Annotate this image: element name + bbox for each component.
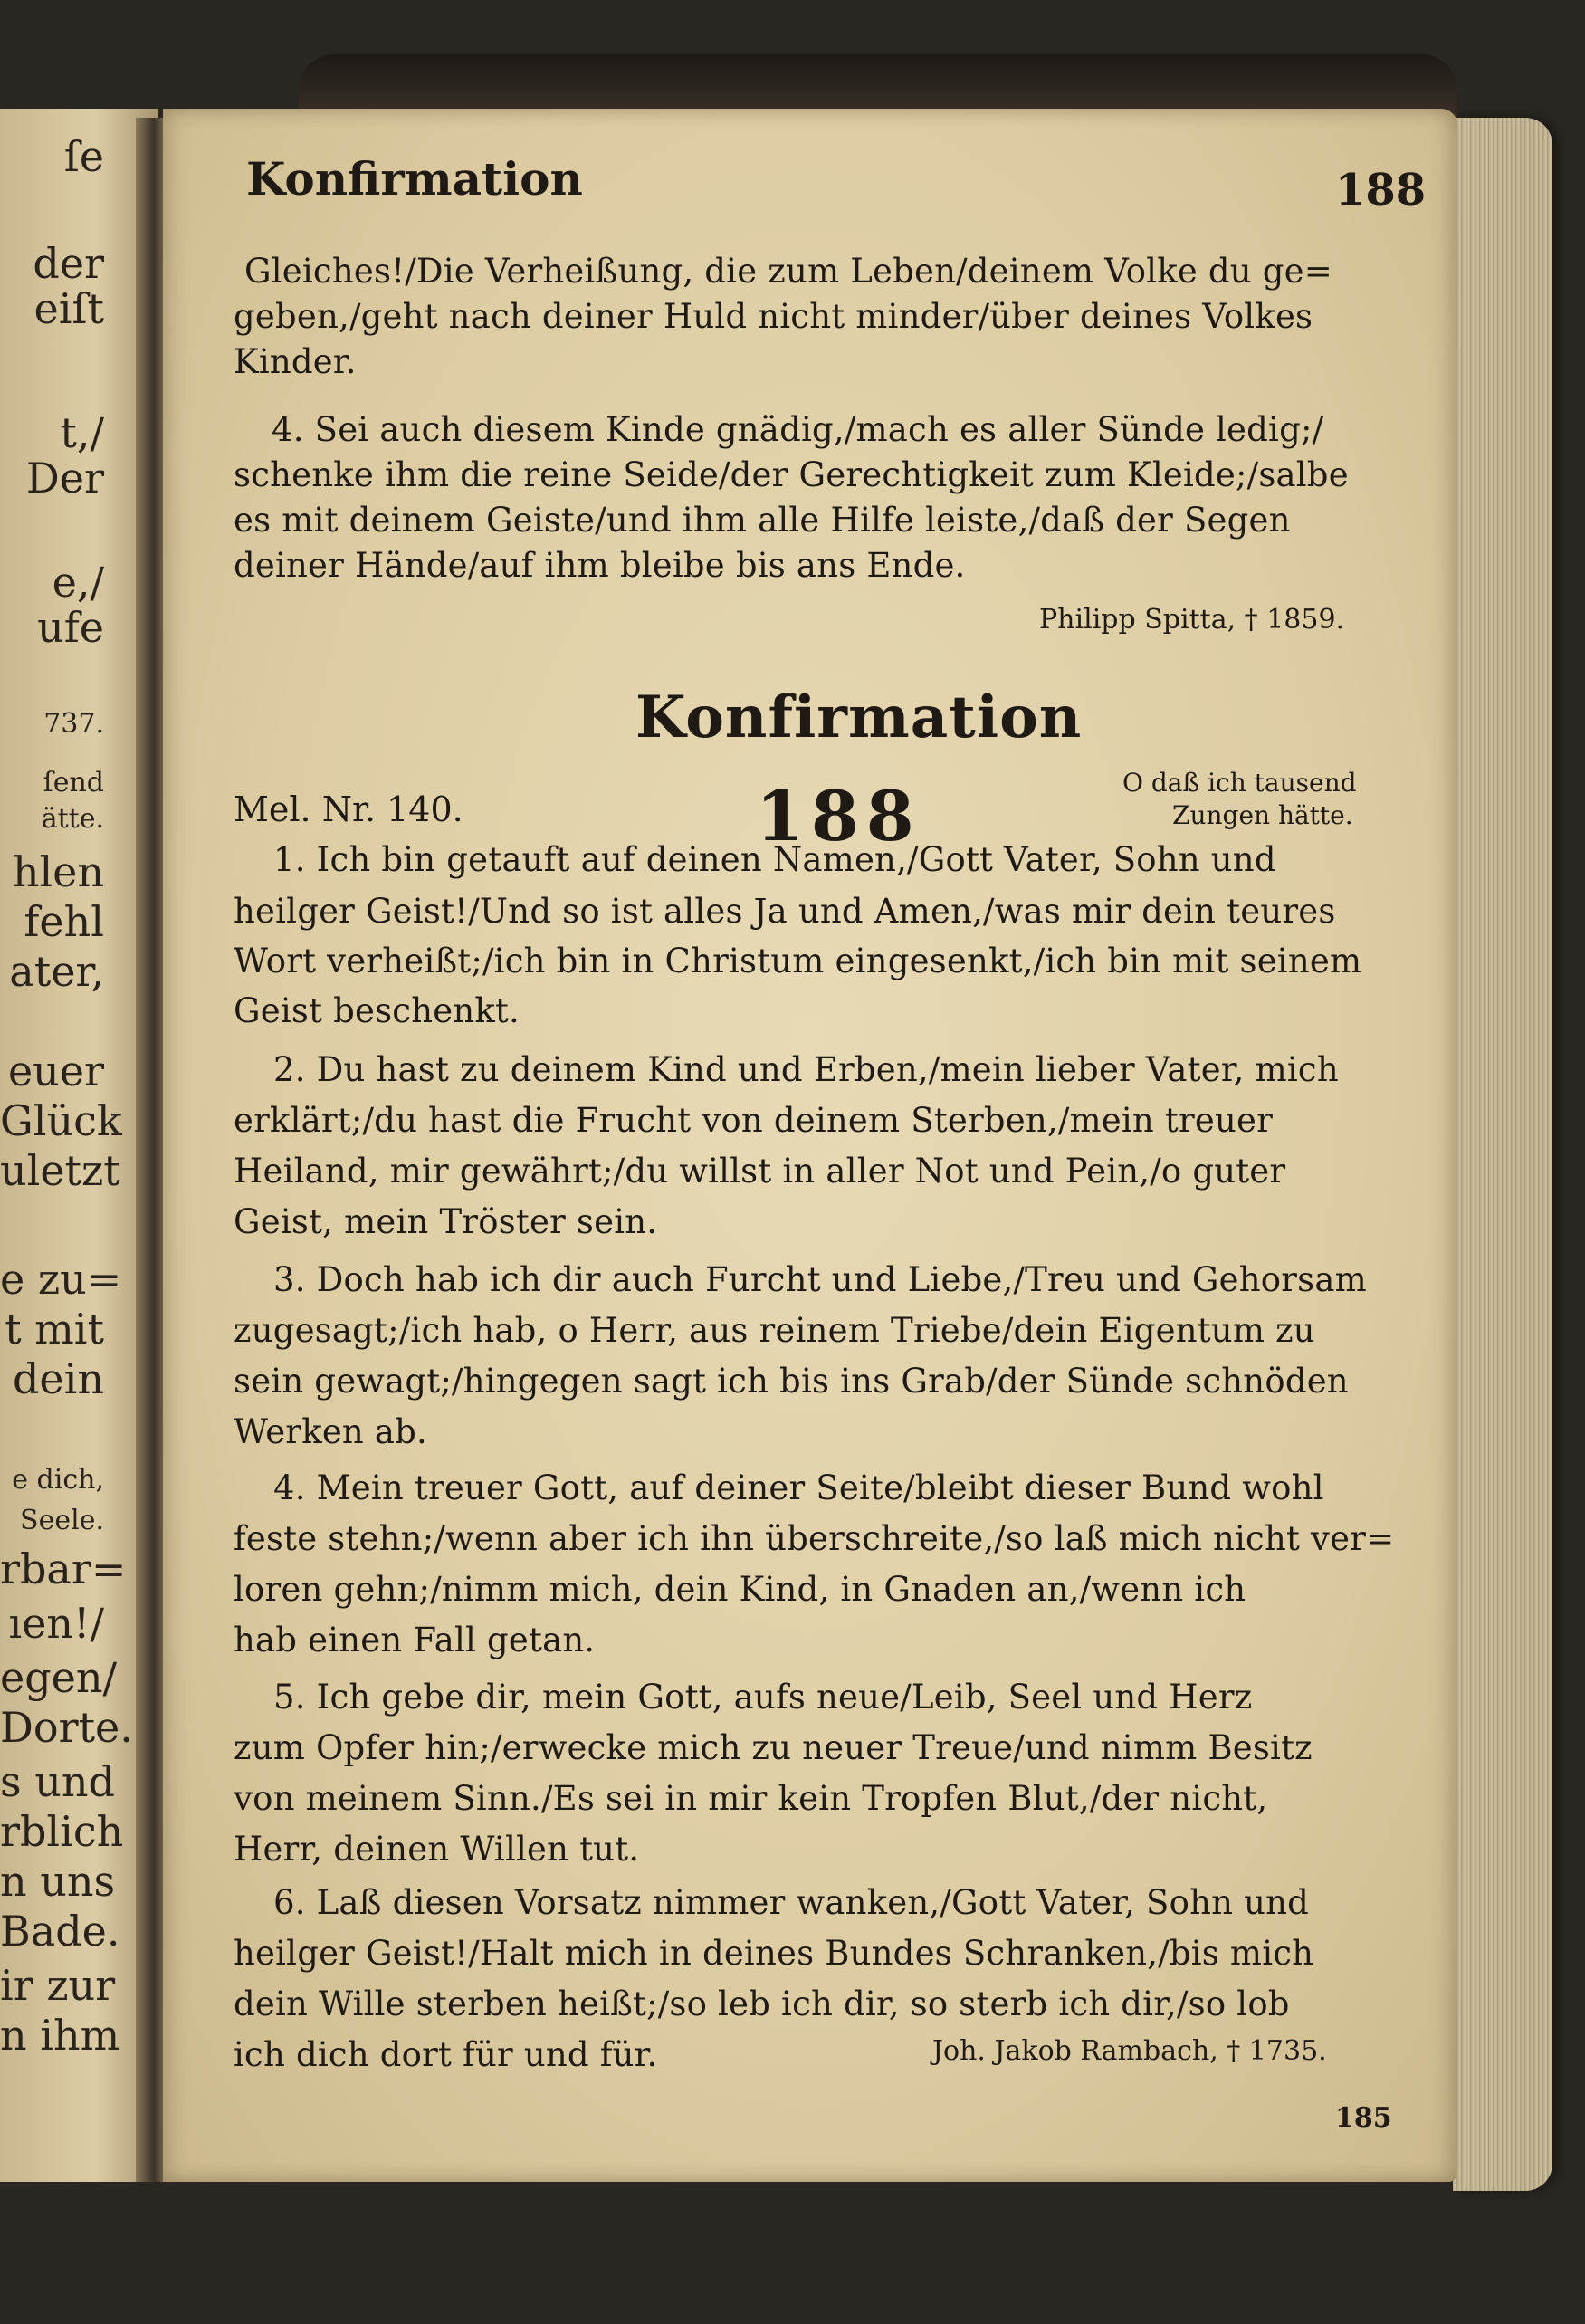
left-page-fragment: e zu= <box>0 1255 122 1304</box>
text-line: von meinem Sinn./Es sei in mir kein Tropfen Blut,/der nicht, <box>234 1779 1268 1818</box>
left-page-fragment: der <box>33 239 104 288</box>
text-line: schenke ihm die reine Seide/der Gerechtigkeit zum Kleide;/salbe <box>234 455 1349 494</box>
text-line: 1. Ich bin getauft auf deinen Namen,/Gott Vater, Sohn und <box>273 840 1276 879</box>
left-page-fragment: Seele. <box>20 1505 104 1536</box>
text-line: erklärt;/du hast die Frucht von deinem Sterben,/mein treuer <box>234 1101 1273 1140</box>
text-line: geben,/geht nach deiner Huld nicht minder/über deines Volkes <box>234 297 1313 336</box>
text-line: Werken ab. <box>234 1412 428 1451</box>
footer-number: 185 <box>1335 2102 1392 2134</box>
left-page-fragment: uletzt <box>0 1146 120 1195</box>
text-line: feste stehn;/wenn aber ich ihn überschreite,/so laß mich nicht ver= <box>234 1519 1395 1558</box>
tune-name-line2: Zungen hätte. <box>1172 800 1353 830</box>
page-edges <box>1453 118 1552 2191</box>
text-line: ich dich dort für und für. <box>234 2035 658 2074</box>
left-page-fragment: rblich <box>0 1807 124 1856</box>
text-line: Geist beschenkt. <box>234 991 520 1030</box>
left-page-fragment: ater, <box>9 947 104 996</box>
text-line: Gleiches!/Die Verheißung, die zum Leben/deinem Volke du ge= <box>244 252 1332 291</box>
tune-name-line1: O daß ich tausend <box>1122 768 1357 798</box>
left-page-fragment: 737. <box>43 708 104 740</box>
left-page-fragment: Dorte. <box>0 1703 133 1752</box>
text-line: Kinder. <box>234 342 357 381</box>
left-page-fragment: n uns <box>0 1857 116 1906</box>
left-page-fragment: e dich, <box>12 1464 104 1496</box>
text-line: loren gehn;/nimm mich, dein Kind, in Gnaden an,/wenn ich <box>234 1570 1246 1609</box>
text-line: heilger Geist!/Halt mich in deines Bundes Schranken,/bis mich <box>234 1934 1314 1973</box>
left-page <box>0 109 158 2182</box>
left-page-fragment: ıen!/ <box>8 1599 104 1648</box>
left-page-fragment: ufe <box>37 603 104 652</box>
left-page-fragment: egen/ <box>0 1653 118 1702</box>
left-page-fragment: Bade. <box>0 1907 120 1956</box>
text-line: sein gewagt;/hingegen sagt ich bis ins Grab/der Sünde schnöden <box>234 1362 1349 1401</box>
text-line: Geist, mein Tröster sein. <box>234 1202 658 1241</box>
left-page-fragment: ir zur <box>0 1961 116 2010</box>
left-page-fragment: Glück <box>0 1096 122 1145</box>
left-page-fragment: rbar= <box>0 1545 127 1593</box>
text-line: zum Opfer hin;/erwecke mich zu neuer Treue/und nimm Besitz <box>234 1728 1313 1767</box>
text-line: dein Wille sterben heißt;/so leb ich dir, so sterb ich dir,/so lob <box>234 1984 1290 2023</box>
hymn-number: 188 <box>756 776 921 856</box>
left-page-fragment: t,/ <box>60 408 104 457</box>
left-page-fragment: hlen <box>12 847 104 896</box>
page-number: 188 <box>1335 165 1427 215</box>
text-line: heilger Geist!/Und so ist alles Ja und Amen,/was mir dein teures <box>234 892 1336 931</box>
text-line: deiner Hände/auf ihm bleibe bis ans Ende. <box>234 546 966 585</box>
text-line: 3. Doch hab ich dir auch Furcht und Liebe,/Treu und Gehorsam <box>273 1260 1367 1299</box>
left-page-fragment: e,/ <box>52 558 104 607</box>
previous-hymn-author: Philipp Spitta, † 1859. <box>1039 604 1345 636</box>
text-line: Heiland, mir gewährt;/du willst in aller Not und Pein,/o guter <box>234 1152 1286 1191</box>
left-page-fragment: ſe <box>63 132 104 181</box>
left-page-fragment: fehl <box>24 897 104 946</box>
text-line: es mit deinem Geiste/und ihm alle Hilfe leiste,/daß der Segen <box>234 501 1291 540</box>
left-page-fragment: eiſt <box>33 284 104 333</box>
text-line: 6. Laß diesen Vorsatz nimmer wanken,/Gott Vater, Sohn und <box>273 1883 1310 1922</box>
left-page-fragment: n ihm <box>0 2011 120 2060</box>
section-heading: Konfirmation <box>635 684 1083 751</box>
left-page-fragment: s und <box>0 1757 115 1806</box>
text-line: Herr, deinen Willen tut. <box>234 1830 640 1869</box>
left-page-fragment: ſend <box>43 767 104 799</box>
text-line: zugesagt;/ich hab, o Herr, aus reinem Triebe/dein Eigentum zu <box>234 1311 1315 1350</box>
hymn-author: Joh. Jakob Rambach, † 1735. <box>932 2035 1327 2067</box>
left-page-fragment: Der <box>25 454 104 502</box>
text-line: 2. Du hast zu deinem Kind und Erben,/mein lieber Vater, mich <box>273 1050 1339 1089</box>
left-page-fragment: dein <box>12 1354 104 1403</box>
text-line: Wort verheißt;/ich bin in Christum eingesenkt,/ich bin mit seinem <box>234 942 1362 980</box>
melody-reference: Mel. Nr. 140. <box>234 789 463 829</box>
left-page-fragment: ätte. <box>41 803 104 835</box>
text-line: 5. Ich gebe dir, mein Gott, aufs neue/Leib, Seel und Herz <box>273 1678 1253 1717</box>
text-line: hab einen Fall getan. <box>234 1621 596 1659</box>
left-page-fragment: euer <box>7 1047 104 1095</box>
text-line: 4. Mein treuer Gott, auf deiner Seite/bleibt dieser Bund wohl <box>273 1468 1324 1507</box>
text-line: 4. Sei auch diesem Kinde gnädig,/mach es aller Sünde ledig;/ <box>272 410 1324 449</box>
running-head: Konfirmation <box>246 152 583 206</box>
left-page-fragment: t mit <box>5 1305 104 1353</box>
